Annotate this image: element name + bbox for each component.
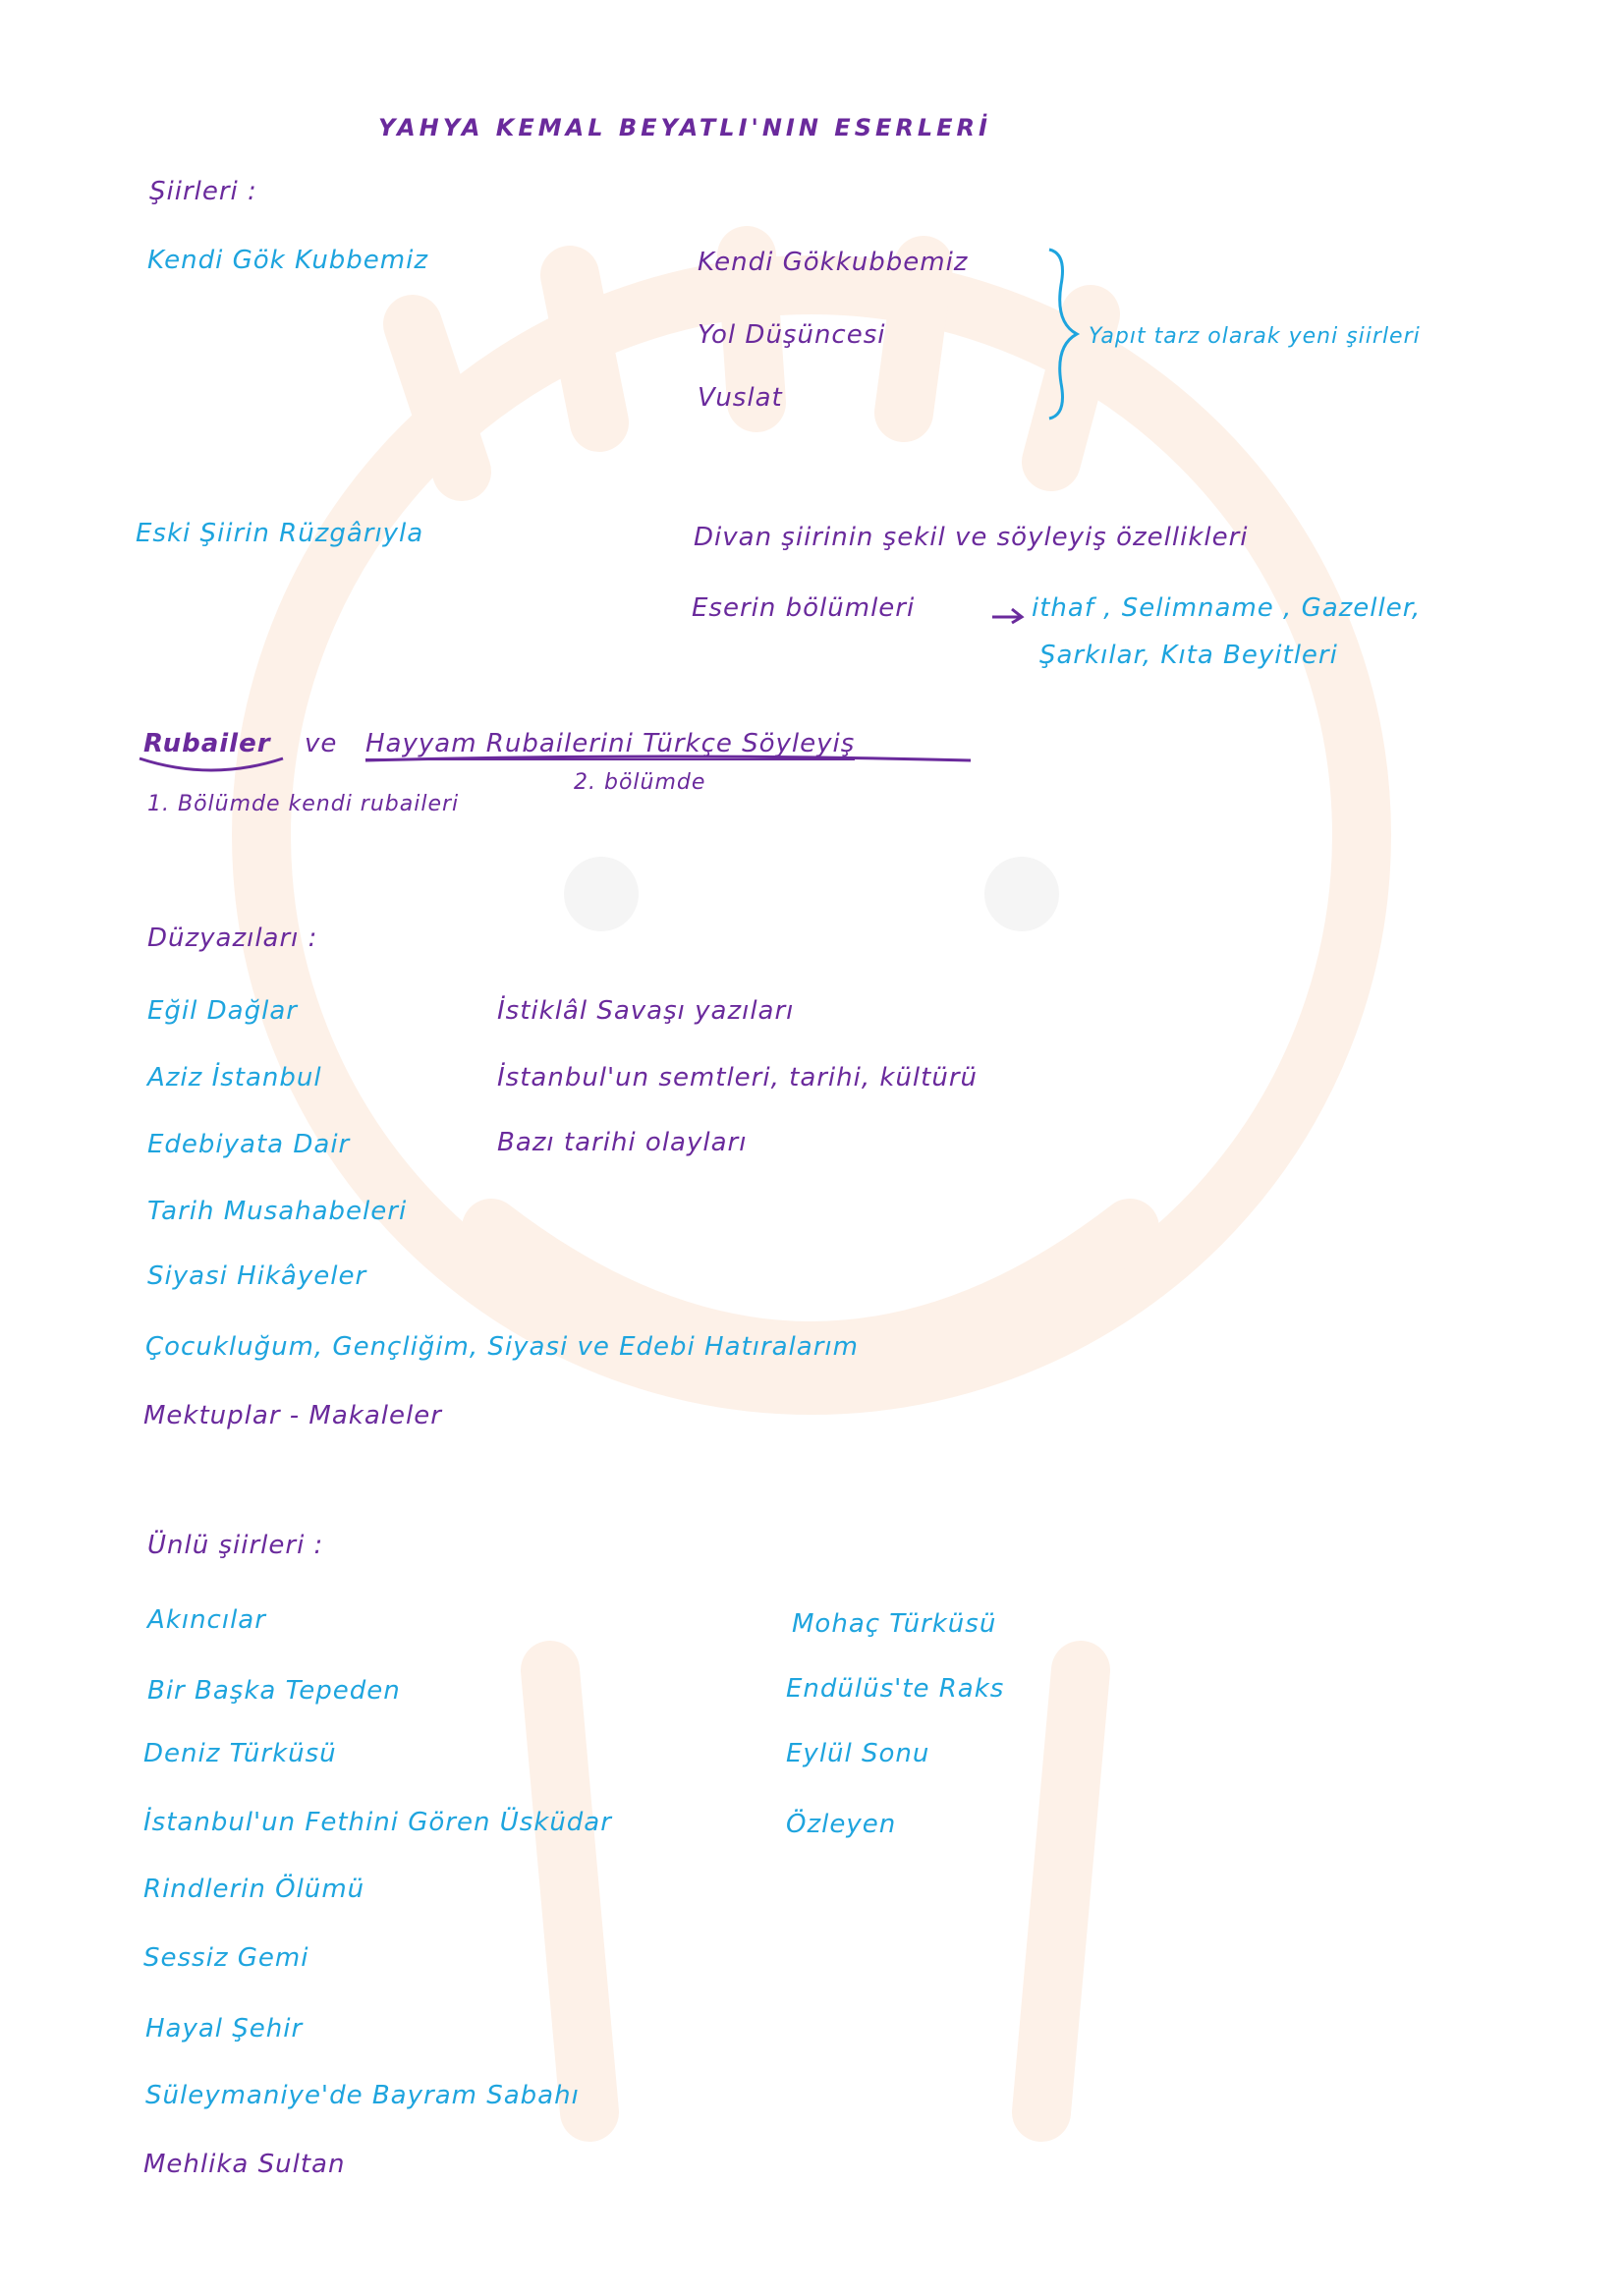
book3-note1: 1. Bölümde kendi rubaileri — [147, 792, 460, 816]
prose-heading: Düzyazıları : — [147, 924, 318, 953]
book2-name: Eski Şiirin Rüzgârıyla — [136, 519, 424, 548]
famous-left-7: Hayal Şehir — [145, 2014, 304, 2044]
famous-right-3: Eylül Sonu — [786, 1739, 930, 1768]
prose-item-6: Çocukluğum, Gençliğim, Siyasi ve Edebi Hatıralarım — [145, 1332, 859, 1362]
book2-sections-cont: Şarkılar, Kıta Beyitleri — [1039, 641, 1338, 670]
book2-sections-label: Eserin bölümleri — [692, 593, 916, 623]
famous-left-6: Sessiz Gemi — [143, 1943, 309, 1973]
prose-item-2: Aziz İstanbul — [147, 1063, 322, 1092]
prose-item-5: Siyasi Hikâyeler — [147, 1261, 367, 1291]
book1-item-3: Vuslat — [698, 383, 783, 413]
famous-left-5: Rindlerin Ölümü — [143, 1875, 365, 1904]
famous-right-4: Özleyen — [786, 1810, 897, 1839]
book3-note2: 2. bölümde — [574, 770, 706, 795]
famous-left-1: Akıncılar — [147, 1605, 266, 1635]
prose-desc-2: İstanbul'un semtleri, tarihi, kültürü — [497, 1063, 978, 1092]
famous-left-9: Mehlika Sultan — [143, 2150, 346, 2179]
poems-heading: Şiirleri : — [149, 177, 257, 206]
famous-heading: Ünlü şiirleri : — [147, 1531, 324, 1560]
arrow-icon — [990, 603, 1026, 625]
book3-part2: Hayyam Rubailerini Türkçe Söyleyiş — [365, 729, 856, 758]
prose-item-7: Mektuplar - Makaleler — [143, 1401, 442, 1430]
book1-name: Kendi Gök Kubbemiz — [147, 246, 428, 275]
prose-desc-1: İstiklâl Savaşı yazıları — [497, 996, 795, 1026]
famous-left-2: Bir Başka Tepeden — [147, 1676, 401, 1706]
prose-desc-3: Bazı tarihi olayları — [497, 1128, 748, 1157]
book1-item-2: Yol Düşüncesi — [698, 320, 886, 350]
famous-left-3: Deniz Türküsü — [143, 1739, 337, 1768]
curly-brace — [1041, 246, 1081, 422]
prose-item-3: Edebiyata Dair — [147, 1130, 351, 1159]
famous-left-8: Süleymaniye'de Bayram Sabahı — [145, 2081, 580, 2110]
prose-item-1: Eğil Dağlar — [147, 996, 298, 1026]
famous-left-4: İstanbul'un Fethini Gören Üsküdar — [143, 1808, 612, 1837]
book3-part1: Rubailer — [143, 729, 271, 758]
book2-line1: Divan şiirinin şekil ve söyleyiş özellikleri — [694, 523, 1249, 552]
famous-right-2: Endülüs'te Raks — [786, 1674, 1005, 1704]
book1-note: Yapıt tarz olarak yeni şiirleri — [1089, 324, 1421, 349]
page-title: YAHYA KEMAL BEYATLI'NIN ESERLERİ — [378, 114, 991, 141]
book1-item-1: Kendi Gökkubbemiz — [698, 248, 969, 277]
famous-right-1: Mohaç Türküsü — [792, 1609, 997, 1639]
book3-and: ve — [305, 729, 338, 758]
book2-sections-values: ithaf , Selimname , Gazeller, — [1032, 593, 1422, 623]
underbrace-1 — [138, 756, 285, 776]
prose-item-4: Tarih Musahabeleri — [147, 1197, 408, 1226]
